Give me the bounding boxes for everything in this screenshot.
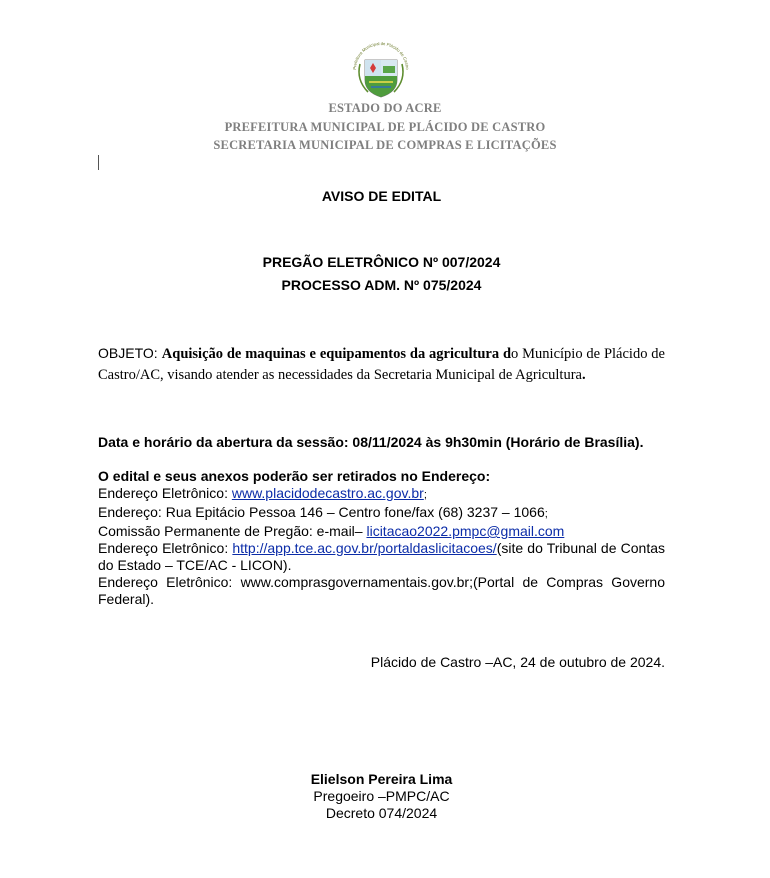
header-secretariat: SECRETARIA MUNICIPAL DE COMPRAS E LICITAÇÕES xyxy=(213,138,557,152)
signatory-decree: Decreto 074/2024 xyxy=(325,805,438,821)
signatory-name: Elielson Pereira Lima xyxy=(310,771,453,787)
physical-address-text: Endereço: Rua Epitácio Pessoa 146 – Centro fone/fax (68) 3237 – 1066 xyxy=(98,504,545,520)
header-prefecture: PREFEITURA MUNICIPAL DE PLÁCIDO DE CASTRO xyxy=(224,120,546,134)
edital-heading: O edital e seus anexos poderão ser retirados no Endereço: xyxy=(98,468,491,484)
objeto-label: OBJETO: xyxy=(98,345,158,361)
edital-section xyxy=(98,468,665,608)
tce-address-suffix: (site do Tribunal de Contas do Estado – TCE/AC - LICON). xyxy=(98,540,665,573)
commission-email-link[interactable]: licitacao2022.pmpc@gmail.com xyxy=(366,523,565,539)
electronic-address-line xyxy=(98,485,665,504)
commission-email-label: Comissão Permanente de Pregão: e-mail– xyxy=(98,523,367,539)
tce-address-label: Endereço Eletrônico: xyxy=(98,540,233,556)
processo-number: PROCESSO ADM. Nº 075/2024 xyxy=(281,277,482,293)
site-link[interactable]: www.placidodecastro.ac.gov.br xyxy=(231,485,424,501)
objeto-end: . xyxy=(581,367,586,383)
tce-link[interactable]: http://app.tce.ac.gov.br/portaldaslicitacoes/ xyxy=(232,540,497,556)
objeto-paragraph xyxy=(98,343,665,385)
notice-title: AVISO DE EDITAL xyxy=(321,188,442,204)
pregao-number: PREGÃO ELETRÔNICO Nº 007/2024 xyxy=(262,254,501,270)
compras-address-block: Endereço Eletrônico: www.comprasgovernamentais.gov.br;(Portal de Compras Governo Federal). xyxy=(98,574,665,607)
electronic-address-suffix: ; xyxy=(423,489,427,501)
objeto-rest-text: o Município de Plácido de Castro/AC, visando atender as necessidades da Secretaria Municipal de Agricultura xyxy=(98,346,665,383)
objeto-bold-text: Aquisição de maquinas e equipamentos da agricultura d xyxy=(161,346,512,362)
signatory-role: Pregoeiro –PMPC/AC xyxy=(313,788,450,804)
session-datetime: Data e horário da abertura da sessão: 08/11/2024 às 9h30min (Horário de Brasília). xyxy=(98,434,644,450)
electronic-address-label: Endereço Eletrônico: xyxy=(98,485,232,501)
tce-address-block xyxy=(98,540,665,574)
text-cursor xyxy=(98,155,99,170)
commission-email-line xyxy=(98,523,665,540)
physical-address-line xyxy=(98,504,665,523)
header-state: ESTADO DO ACRE xyxy=(328,101,442,115)
physical-address-suffix: ; xyxy=(544,508,548,520)
municipal-crest-logo xyxy=(350,40,412,100)
crest-arc-text: Prefeitura Municipal de Plácido de Castro xyxy=(351,40,411,70)
place-date: Plácido de Castro –AC, 24 de outubro de 2024. xyxy=(370,654,665,670)
